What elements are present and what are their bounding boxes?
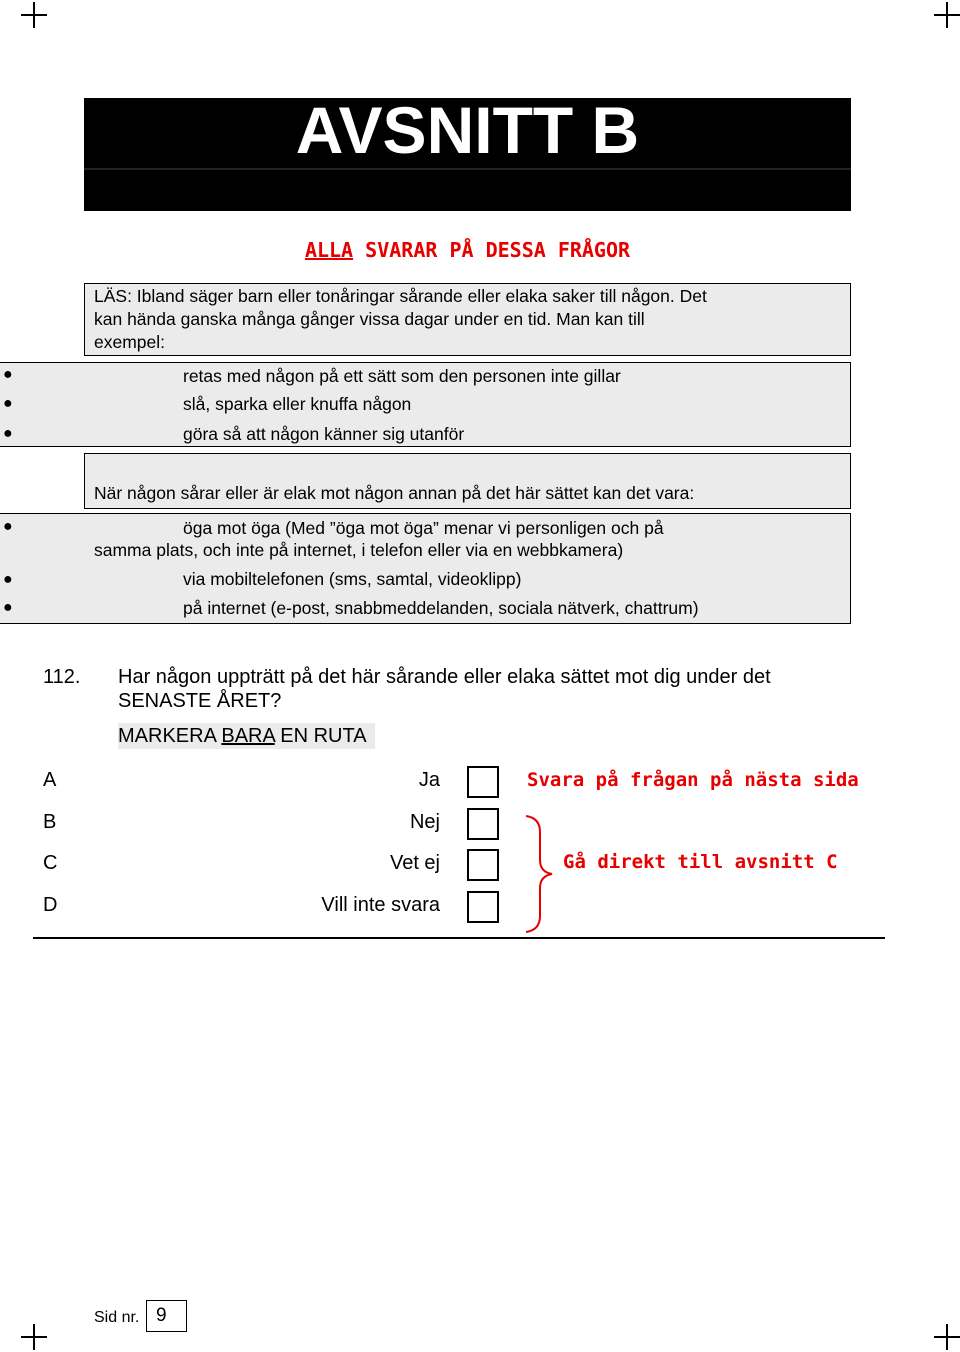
- option-label: Nej: [409, 811, 440, 833]
- bullet-icon: ●: [3, 599, 13, 616]
- routing-skip: Gå direkt till avsnitt C: [563, 851, 838, 873]
- example-item: göra så att någon känner sig utanför: [183, 424, 465, 444]
- routing-next-page: Svara på frågan på nästa sida: [527, 769, 859, 791]
- question-line: SENASTE ÅRET?: [118, 690, 282, 712]
- bullet-icon: ●: [3, 571, 13, 588]
- crop-mark-bottom-left: [21, 1324, 47, 1350]
- checkbox-vill-inte-svara[interactable]: [467, 891, 499, 923]
- checkbox-ja[interactable]: [467, 766, 499, 798]
- checkbox-nej[interactable]: [467, 808, 499, 840]
- read-line: LÄS: Ibland säger barn eller tonåringar sårande eller elaka saker till någon. Det: [94, 286, 707, 306]
- bullet-icon: ●: [3, 425, 13, 442]
- option-letter: B: [43, 811, 57, 833]
- question-text: [118, 665, 898, 713]
- option-label: Vet ej: [389, 852, 440, 874]
- way-item: öga mot öga (Med ”öga mot öga” menar vi personligen och på: [183, 518, 664, 538]
- page-number: 9: [146, 1300, 187, 1332]
- bullet-icon: ●: [3, 366, 13, 383]
- section-divider: [33, 937, 885, 939]
- bullet-icon: ●: [3, 395, 13, 412]
- way-item: på internet (e-post, snabbmeddelanden, sociala nätverk, chattrum): [183, 598, 699, 618]
- bullet-icon: ●: [3, 518, 13, 535]
- question-number: 112.: [43, 666, 81, 688]
- question-line: Har någon uppträtt på det här sårande eller elaka sättet mot dig under det: [118, 666, 771, 688]
- example-item: slå, sparka eller knuffa någon: [183, 394, 412, 414]
- banner-divider: [84, 168, 851, 170]
- crop-mark-bottom-right: [934, 1324, 960, 1350]
- read-line: kan hända ganska många gånger vissa dagar under en tid. Man kan till: [94, 309, 645, 329]
- option-letter: D: [43, 894, 58, 916]
- crop-mark-top-left: [21, 2, 47, 28]
- section-subtitle: [84, 236, 851, 264]
- checkbox-vet-ej[interactable]: [467, 849, 499, 881]
- page-number-label: Sid nr.: [94, 1309, 140, 1326]
- option-label: Ja: [418, 769, 440, 791]
- subtitle-rest: SVARAR PÅ DESSA FRÅGOR: [365, 238, 631, 262]
- way-item: via mobiltelefonen (sms, samtal, videoklipp): [183, 569, 522, 589]
- way-item-continued: samma plats, och inte på internet, i telefon eller via en webbkamera): [94, 540, 624, 560]
- instruction: MARKERA BARA EN RUTA: [118, 723, 375, 749]
- instruction-emphasis: BARA: [221, 725, 275, 747]
- option-letter: A: [43, 769, 57, 791]
- option-letter: C: [43, 852, 58, 874]
- crop-mark-top-right: [934, 2, 960, 28]
- option-label: Vill inte svara: [321, 894, 440, 916]
- subtitle-emphasis: ALLA: [304, 238, 354, 262]
- read-text: [94, 285, 844, 354]
- read-line: exempel:: [94, 332, 166, 352]
- brace-icon: [522, 814, 558, 934]
- ways-intro: När någon sårar eller är elak mot någon annan på det här sättet kan det vara:: [94, 483, 695, 503]
- section-title: AVSNITT B: [295, 93, 640, 167]
- example-item: retas med någon på ett sätt som den personen inte gillar: [183, 366, 621, 386]
